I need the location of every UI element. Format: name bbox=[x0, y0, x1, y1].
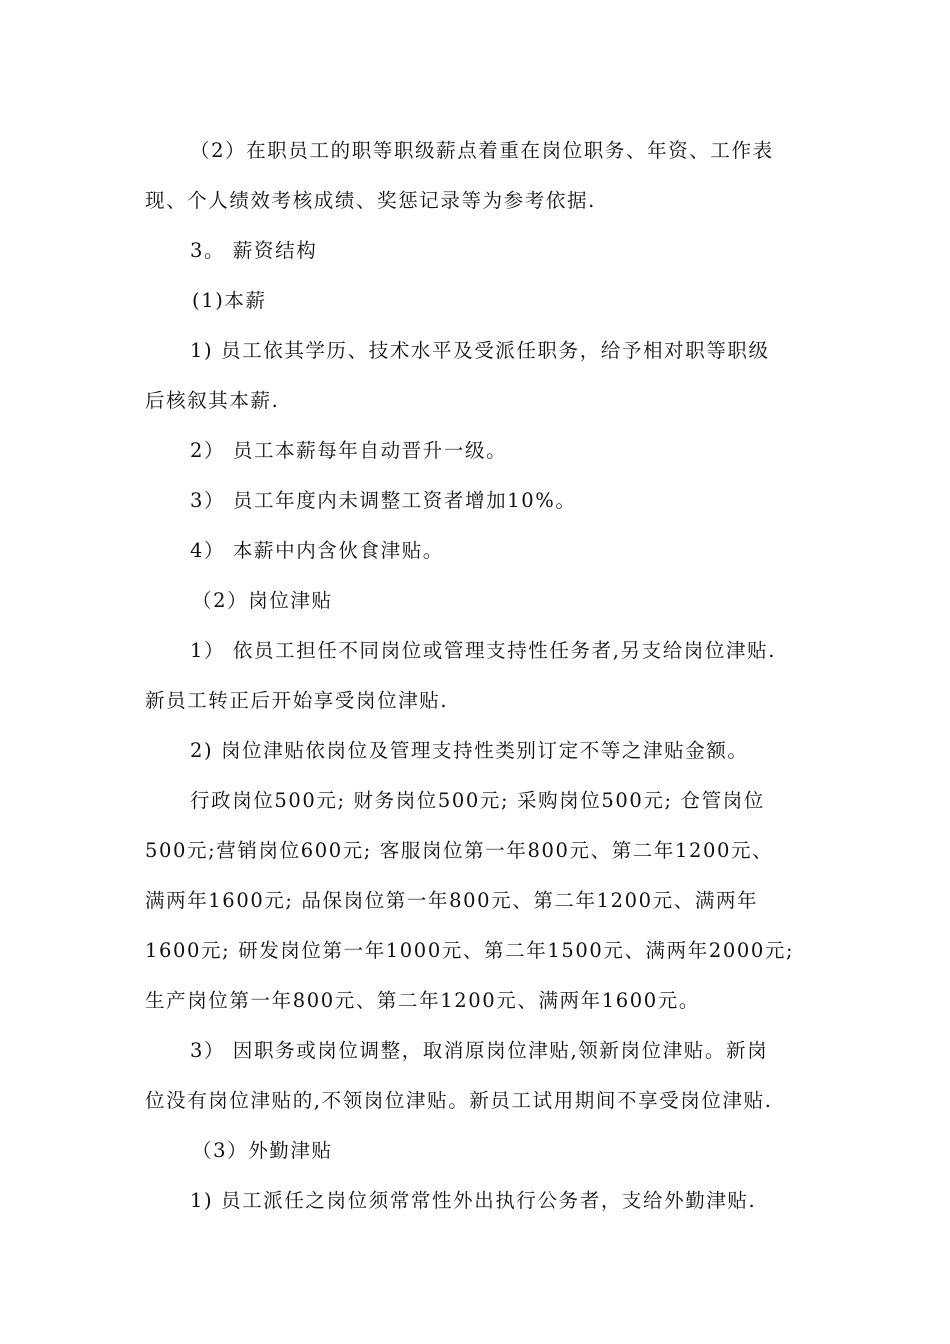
paragraph-line: 新员工转正后开始享受岗位津贴. bbox=[145, 689, 449, 712]
subsection-heading: （3）外勤津贴 bbox=[192, 1139, 333, 1162]
paragraph-line: 1600元; 研发岗位第一年1000元、第二年1500元、满两年2000元; bbox=[145, 939, 795, 962]
paragraph-line: 行政岗位500元; 财务岗位500元; 采购岗位500元; 仓管岗位 bbox=[190, 789, 765, 812]
paragraph-line: 后核叙其本薪. bbox=[145, 389, 280, 412]
paragraph-line: 满两年1600元; 品保岗位第一年800元、第二年1200元、满两年 bbox=[145, 889, 759, 912]
paragraph-line: （2）在职员工的职等职级薪点着重在岗位职务、年资、工作表 bbox=[190, 139, 774, 162]
paragraph-line: 位没有岗位津贴的,不领岗位津贴。新员工试用期间不享受岗位津贴. bbox=[145, 1089, 773, 1112]
paragraph-line: 1) 员工派任之岗位须常常性外出执行公务者，支给外勤津贴. bbox=[190, 1189, 757, 1212]
section-heading: 3。 薪资结构 bbox=[190, 239, 318, 262]
paragraph-line: 4） 本薪中内含伙食津贴。 bbox=[190, 539, 444, 562]
paragraph-line: 生产岗位第一年800元、第二年1200元、满两年1600元。 bbox=[145, 989, 700, 1012]
paragraph-line: 现、个人绩效考核成绩、奖惩记录等为参考依据. bbox=[145, 189, 596, 212]
paragraph-line: 1) 员工依其学历、技术水平及受派任职务，给予相对职等职级 bbox=[190, 339, 770, 362]
subsection-heading: （2）岗位津贴 bbox=[192, 589, 333, 612]
paragraph-line: 3） 因职务或岗位调整，取消原岗位津贴,领新岗位津贴。新岗 bbox=[190, 1039, 769, 1062]
subsection-heading: (1)本薪 bbox=[192, 289, 267, 312]
paragraph-line: 2） 员工本薪每年自动晋升一级。 bbox=[190, 439, 508, 462]
paragraph-line: 1） 依员工担任不同岗位或管理支持性任务者,另支给岗位津贴. bbox=[190, 639, 777, 662]
paragraph-line: 2) 岗位津贴依岗位及管理支持性类别订定不等之津贴金额。 bbox=[190, 739, 749, 762]
paragraph-line: 500元;营销岗位600元; 客服岗位第一年800元、第二年1200元、 bbox=[145, 839, 774, 862]
paragraph-line: 3） 员工年度内未调整工资者增加10%。 bbox=[190, 489, 577, 512]
